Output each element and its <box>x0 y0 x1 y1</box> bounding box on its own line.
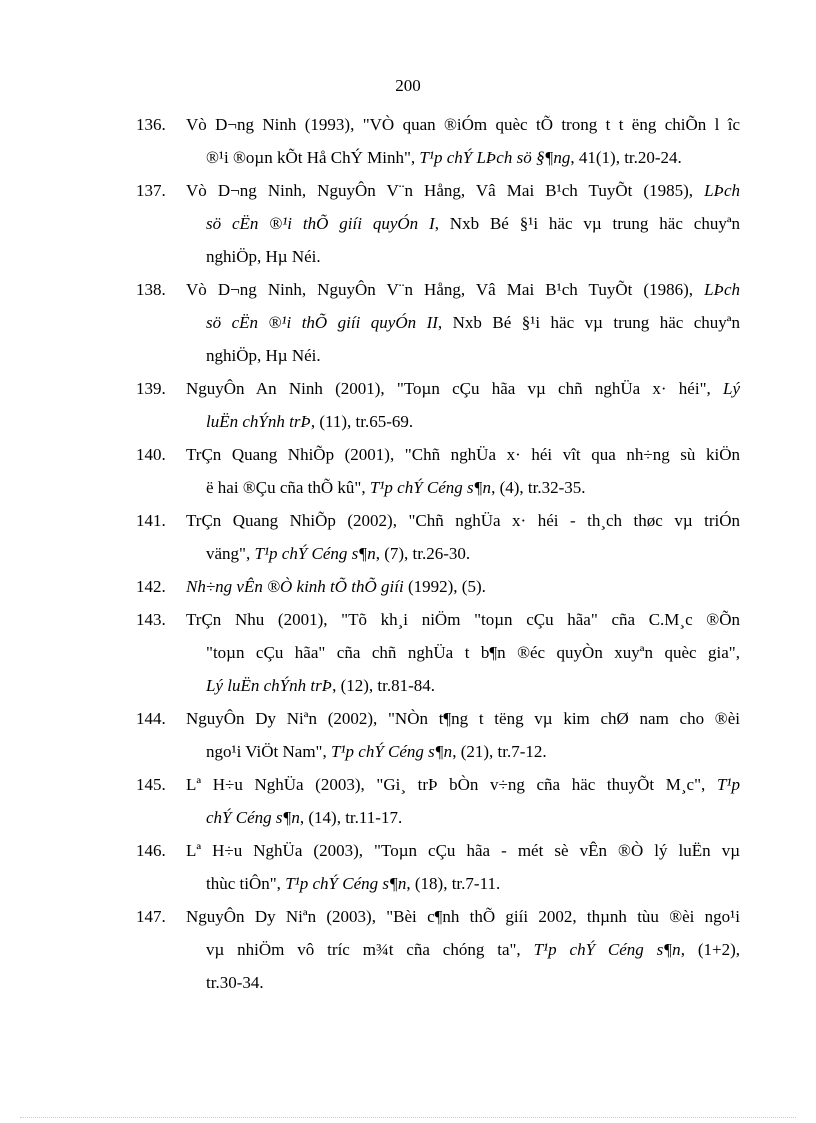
reference-italic-text: sö cËn ®¹i thÕ giíi quyÓn II <box>206 313 438 332</box>
reference-entry <box>136 834 740 900</box>
reference-line <box>186 471 740 504</box>
reference-number: 142. <box>136 577 166 596</box>
reference-line <box>186 207 740 240</box>
reference-entry <box>136 570 740 603</box>
reference-text: nghiÖp, Hµ Néi. <box>206 346 321 365</box>
page-bottom-divider <box>20 1117 796 1118</box>
reference-italic-text: T¹p chÝ Céng s¶n <box>533 940 681 959</box>
reference-text: , (1+2), <box>680 940 740 959</box>
reference-italic-text: T¹p chÝ LÞch sö §¶ng <box>419 148 571 167</box>
reference-text: , (21), tr.7-12. <box>452 742 547 761</box>
reference-text: Lª H÷u NghÜa (2003), "Toµn cÇu hãa - mét sè vÊn ®Ò lý luËn vµ <box>186 841 740 860</box>
reference-line <box>186 834 740 867</box>
reference-line <box>186 801 740 834</box>
reference-entry <box>136 603 740 702</box>
reference-number: 138. <box>136 280 166 299</box>
reference-text: , (14), tr.11-17. <box>299 808 403 827</box>
reference-number: 137. <box>136 181 166 200</box>
reference-text: , (11), tr.65-69. <box>310 412 414 431</box>
reference-italic-text: luËn chÝnh trÞ <box>206 412 311 431</box>
reference-italic-text: T¹p chÝ Céng s¶n <box>285 874 407 893</box>
reference-entry <box>136 372 740 438</box>
reference-number: 146. <box>136 841 166 860</box>
reference-line <box>186 669 740 702</box>
reference-line <box>186 141 740 174</box>
reference-line <box>186 900 740 933</box>
reference-text: ngo¹i ViÖt Nam", <box>206 742 331 761</box>
reference-number: 143. <box>136 610 166 629</box>
reference-text: tr.30-34. <box>206 973 264 992</box>
reference-text: , Nxb Bé §¹i häc vµ trung häc chuyªn <box>434 214 741 233</box>
reference-text: , (7), tr.26-30. <box>375 544 471 563</box>
reference-italic-text: chÝ Céng s¶n <box>206 808 300 827</box>
reference-text: NguyÔn Dy Niªn (2002), "NÒn t¶ng t tëng vµ kim chØ nam cho ®èi <box>186 709 740 728</box>
reference-entry <box>136 108 740 174</box>
reference-italic-text: LÞch <box>704 181 740 200</box>
reference-line <box>186 735 740 768</box>
reference-entry <box>136 702 740 768</box>
reference-text: , Nxb Bé §¹i häc vµ trung häc chuyªn <box>437 313 740 332</box>
reference-italic-text: Lý luËn chÝnh trÞ <box>206 676 333 695</box>
reference-italic-text: LÞch <box>704 280 740 299</box>
reference-italic-text: T¹p <box>716 775 740 794</box>
reference-line <box>186 438 740 471</box>
reference-line <box>186 240 740 273</box>
reference-text: TrÇn Quang NhiÕp (2002), "Chñ nghÜa x· héi - th¸ch thøc vµ triÓn <box>186 511 740 530</box>
reference-line <box>186 372 740 405</box>
reference-line <box>186 108 740 141</box>
reference-line <box>186 174 740 207</box>
reference-italic-text: Lý <box>723 379 740 398</box>
reference-entry <box>136 273 740 372</box>
reference-list <box>136 108 740 999</box>
reference-number: 140. <box>136 445 166 464</box>
reference-number: 141. <box>136 511 166 530</box>
reference-italic-text: T¹p chÝ Céng s¶n <box>369 478 492 497</box>
reference-line <box>186 966 740 999</box>
reference-text: vµ nhiÖm vô tríc m¾t cña chóng ta", <box>206 940 534 959</box>
reference-text: ®¹i ®oµn kÕt Hå ChÝ Minh", <box>206 148 420 167</box>
reference-entry <box>136 768 740 834</box>
reference-line <box>186 537 740 570</box>
reference-text: Vò D¬ng Ninh, NguyÔn V¨n Hång, Vâ Mai B¹ch TuyÕt (1985), <box>186 181 705 200</box>
reference-line <box>186 636 740 669</box>
reference-number: 144. <box>136 709 166 728</box>
reference-line <box>186 768 740 801</box>
reference-text: nghiÖp, Hµ Néi. <box>206 247 321 266</box>
reference-text: Vò D¬ng Ninh (1993), "VÒ quan ®iÓm quèc tÕ trong t t ëng chiÕn l îc <box>186 115 740 134</box>
reference-number: 136. <box>136 115 166 134</box>
reference-italic-text: sö cËn ®¹i thÕ giíi quyÓn I <box>206 214 435 233</box>
reference-text: , (12), tr.81-84. <box>332 676 436 695</box>
reference-entry <box>136 438 740 504</box>
reference-entry <box>136 900 740 999</box>
reference-text: , 41(1), tr.20-24. <box>570 148 682 167</box>
reference-italic-text: Nh÷ng vÊn ®Ò kinh tÕ thÕ giíi <box>186 577 404 596</box>
reference-italic-text: T¹p chÝ Céng s¶n <box>254 544 376 563</box>
reference-text: , (4), tr.32-35. <box>491 478 586 497</box>
reference-line <box>186 933 740 966</box>
reference-line <box>186 504 740 537</box>
reference-text: Lª H÷u NghÜa (2003), "Gi¸ trÞ bÒn v÷ng cña häc thuyÕt M¸c", <box>186 775 717 794</box>
reference-text: NguyÔn Dy Niªn (2003), "Bèi c¶nh thÕ giíi 2002, thµnh tùu ®èi ngo¹i <box>186 907 740 926</box>
reference-italic-text: T¹p chÝ Céng s¶n <box>330 742 453 761</box>
reference-text: TrÇn Nhu (2001), "Tõ kh¸i niÖm "toµn cÇu hãa" cña C.M¸c ®Õn <box>186 610 740 629</box>
reference-number: 145. <box>136 775 166 794</box>
reference-number: 147. <box>136 907 166 926</box>
reference-line <box>186 603 740 636</box>
reference-line <box>186 570 740 603</box>
page-number: 200 <box>395 76 421 95</box>
reference-text: thùc tiÔn", <box>206 874 286 893</box>
reference-number: 139. <box>136 379 166 398</box>
reference-line <box>186 702 740 735</box>
reference-text: , (18), tr.7-11. <box>406 874 501 893</box>
reference-entry <box>136 174 740 273</box>
reference-line <box>186 867 740 900</box>
reference-text: TrÇn Quang NhiÕp (2001), "Chñ nghÜa x· héi vît qua nh÷ng sù kiÖn <box>186 445 740 464</box>
reference-line <box>186 405 740 438</box>
reference-text: ë hai ®Çu cña thÕ kû", <box>206 478 370 497</box>
reference-line <box>186 306 740 339</box>
reference-entry <box>136 504 740 570</box>
reference-text: väng", <box>206 544 255 563</box>
reference-text: Vò D¬ng Ninh, NguyÔn V¨n Hång, Vâ Mai B¹ch TuyÕt (1986), <box>186 280 705 299</box>
reference-text: "toµn cÇu hãa" cña chñ nghÜa t b¶n ®éc quyÒn xuyªn quèc gia", <box>206 643 740 662</box>
reference-text: (1992), (5). <box>403 577 486 596</box>
reference-text: NguyÔn An Ninh (2001), "Toµn cÇu hãa vµ chñ nghÜa x· héi", <box>186 379 723 398</box>
reference-line <box>186 339 740 372</box>
reference-line <box>186 273 740 306</box>
